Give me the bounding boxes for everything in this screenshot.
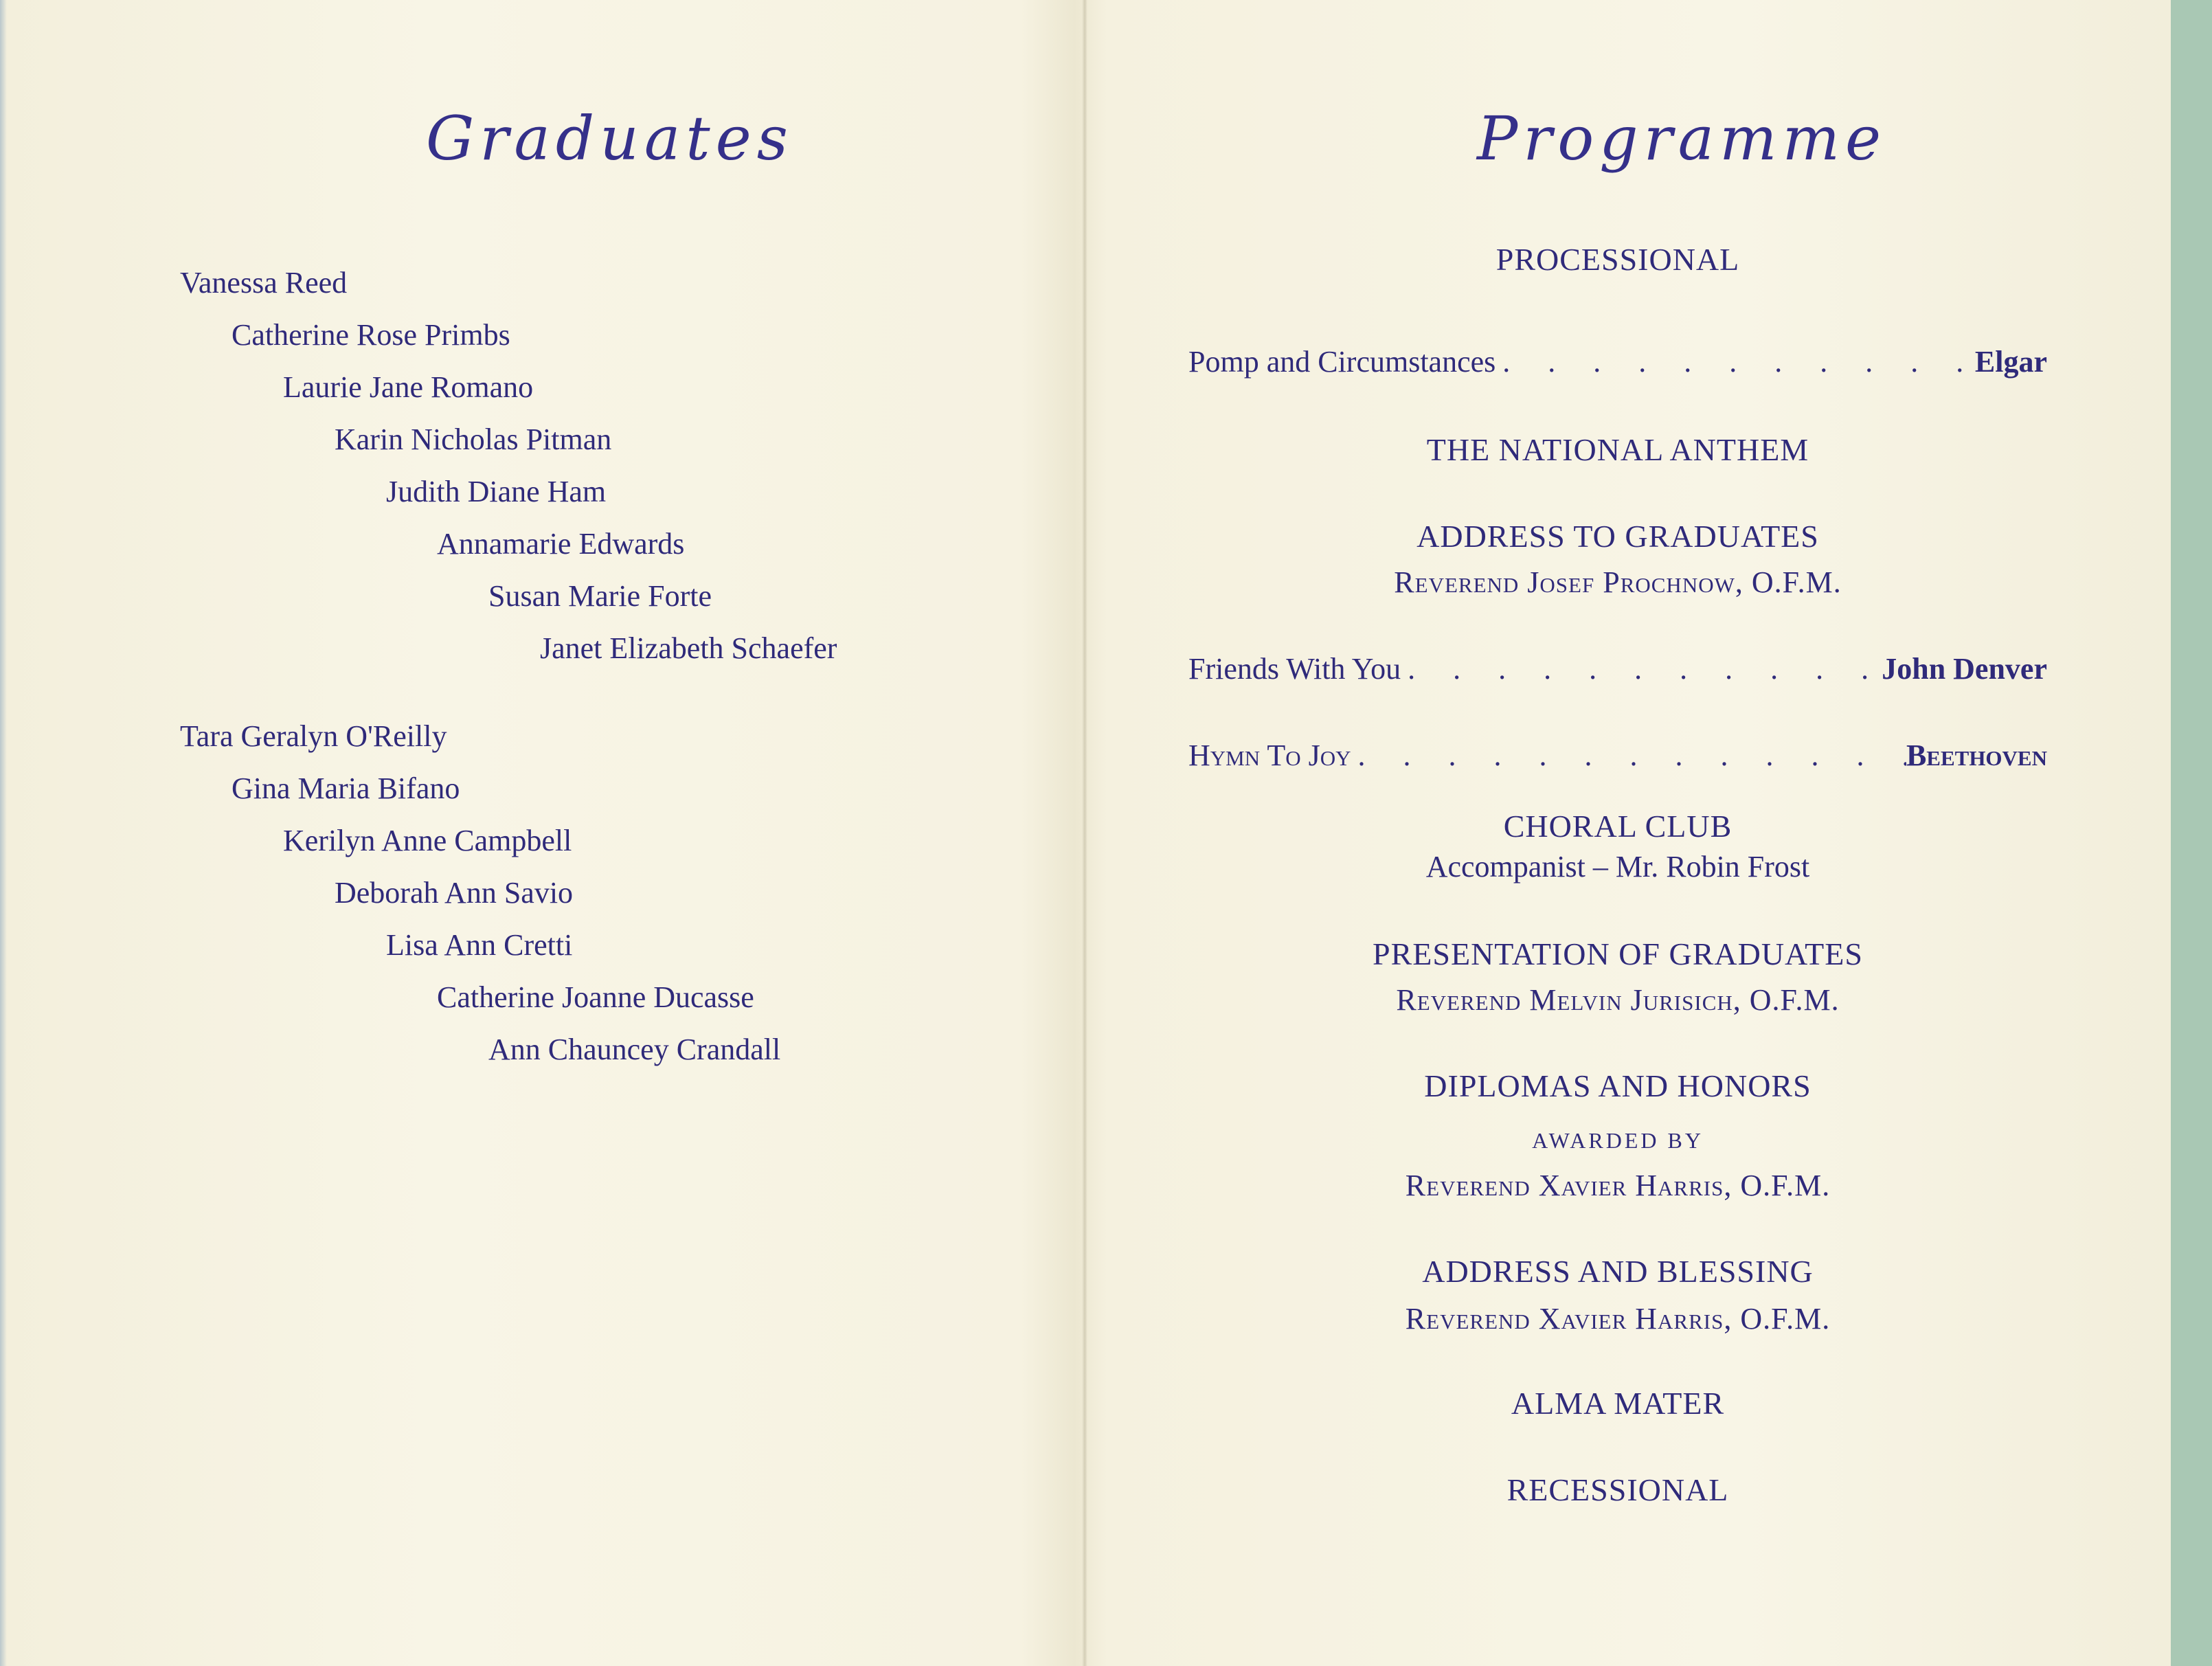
graduate-name: Vanessa Reed: [180, 266, 348, 300]
graduate-name: Catherine Joanne Ducasse: [437, 980, 754, 1014]
graduate-name: Kerilyn Anne Campbell: [283, 824, 572, 857]
programme-item-pomp: [1188, 347, 2047, 377]
blessing-speaker: Reverend Xavier Harris, O.F.M.: [1405, 1302, 1831, 1336]
graduate-name: Susan Marie Forte: [488, 579, 712, 613]
diplomas-heading: DIPLOMAS AND HONORS: [1424, 1068, 1812, 1103]
dot-leader: [1496, 347, 1975, 377]
programme-title: Programme: [1477, 103, 1887, 174]
composer: Beethoven: [1906, 739, 2047, 772]
graduate-name: Janet Elizabeth Schaefer: [540, 631, 837, 665]
piece-title: Friends With You: [1188, 652, 1401, 686]
address-speaker: Reverend Josef Prochnow, O.F.M.: [1394, 565, 1842, 599]
graduate-name: Catherine Rose Primbs: [232, 318, 510, 352]
dot-leader: [1351, 741, 1906, 771]
diplomas-speaker: Reverend Xavier Harris, O.F.M.: [1405, 1169, 1831, 1202]
graduate-name: Ann Chauncey Crandall: [488, 1033, 781, 1066]
graduate-name: Annamarie Edwards: [437, 527, 685, 561]
graduate-name: Gina Maria Bifano: [232, 772, 460, 805]
programme-item-friends: [1188, 654, 2047, 684]
piece-title: Pomp and Circumstances: [1188, 345, 1496, 379]
graduate-name: Tara Geralyn O'Reilly: [180, 719, 447, 753]
graduate-name: Lisa Ann Cretti: [386, 928, 573, 962]
alma-mater-heading: ALMA MATER: [1511, 1386, 1725, 1421]
graduate-name: Laurie Jane Romano: [283, 370, 534, 404]
piece-title: Hymn To Joy: [1188, 739, 1351, 772]
presentation-speaker: Reverend Melvin Jurisich, O.F.M.: [1396, 983, 1840, 1017]
dot-leader: [1401, 654, 1882, 684]
processional-heading: PROCESSIONAL: [1496, 242, 1740, 277]
presentation-heading: PRESENTATION OF GRADUATES: [1373, 936, 1863, 971]
accompanist-line: Accompanist – Mr. Robin Frost: [1425, 850, 1810, 883]
graduate-name: Judith Diane Ham: [386, 475, 607, 508]
choral-heading: CHORAL CLUB: [1503, 809, 1733, 844]
programme-item-hymn: [1188, 741, 2047, 771]
blessing-heading: ADDRESS AND BLESSING: [1422, 1254, 1814, 1289]
composer: Elgar: [1974, 345, 2047, 379]
page-fold: [1082, 0, 1087, 1666]
awarded-by-line: AWARDED BY: [1532, 1128, 1704, 1153]
graduates-title: Graduates: [426, 103, 793, 174]
composer: John Denver: [1882, 652, 2047, 686]
anthem-heading: THE NATIONAL ANTHEM: [1426, 432, 1809, 467]
graduate-name: Deborah Ann Savio: [335, 876, 574, 910]
graduate-name: Karin Nicholas Pitman: [335, 423, 612, 456]
address-heading: ADDRESS TO GRADUATES: [1417, 519, 1819, 554]
paper-edge: [0, 0, 7, 1666]
recessional-heading: RECESSIONAL: [1506, 1472, 1729, 1507]
